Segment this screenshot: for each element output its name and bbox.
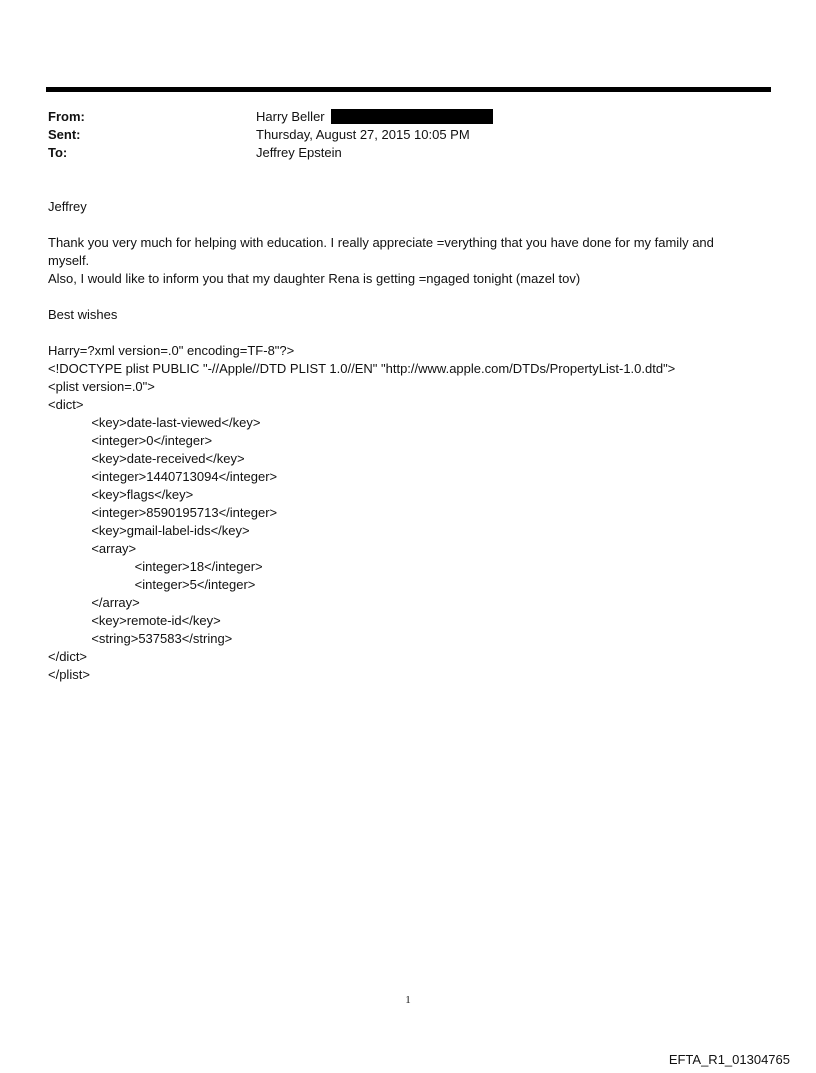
paragraph-1-line-2: myself. <box>48 253 90 268</box>
plist-line: <dict> <box>48 397 84 412</box>
plist-line: Harry=?xml version=.0" encoding=TF-8"?> <box>48 343 295 358</box>
plist-line: <key>date-received</key> <box>48 451 245 466</box>
plist-block <box>48 342 768 684</box>
plist-line: <integer>5</integer> <box>48 577 256 592</box>
from-value-wrap <box>256 108 493 126</box>
plist-line: <integer>8590195713</integer> <box>48 505 278 520</box>
plist-line: <key>flags</key> <box>48 487 194 502</box>
sent-value: Thursday, August 27, 2015 10:05 PM <box>256 127 470 142</box>
paragraph-1-line-1: Thank you very much for helping with education. I really appreciate =verything that you have done for my family and <box>48 235 714 250</box>
closing: Best wishes <box>48 307 118 322</box>
to-value: Jeffrey Epstein <box>256 145 342 160</box>
plist-line: <string>537583</string> <box>48 631 233 646</box>
redaction-bar <box>331 109 493 124</box>
paragraph-2: Also, I would like to inform you that my daughter Rena is getting =ngaged tonight (mazel tov) <box>48 271 581 286</box>
from-row <box>48 108 748 126</box>
plist-line: </plist> <box>48 667 90 682</box>
sent-row <box>48 126 748 144</box>
page-number: 1 <box>405 994 411 1006</box>
greeting: Jeffrey <box>48 199 87 214</box>
to-label: To: <box>48 145 68 160</box>
from-value: Harry Beller <box>256 109 325 124</box>
plist-line: </array> <box>48 595 140 610</box>
header-rule <box>46 87 771 92</box>
plist-line: <integer>18</integer> <box>48 559 263 574</box>
document-id: EFTA_R1_01304765 <box>668 1052 790 1067</box>
plist-line: <integer>0</integer> <box>48 433 213 448</box>
to-row <box>48 144 748 162</box>
from-label: From: <box>48 109 85 124</box>
plist-line: <!DOCTYPE plist PUBLIC "-//Apple//DTD PLIST 1.0//EN" "http://www.apple.com/DTDs/PropertyList-1.0.dtd"> <box>48 361 676 376</box>
plist-line: <array> <box>48 541 137 556</box>
plist-line: <key>remote-id</key> <box>48 613 221 628</box>
plist-line: <key>date-last-viewed</key> <box>48 415 261 430</box>
plist-line: <key>gmail-label-ids</key> <box>48 523 250 538</box>
email-body <box>48 198 768 684</box>
email-header <box>48 108 748 162</box>
plist-line: <integer>1440713094</integer> <box>48 469 278 484</box>
sent-label: Sent: <box>48 127 81 142</box>
plist-line: <plist version=.0"> <box>48 379 155 394</box>
plist-line: </dict> <box>48 649 88 664</box>
